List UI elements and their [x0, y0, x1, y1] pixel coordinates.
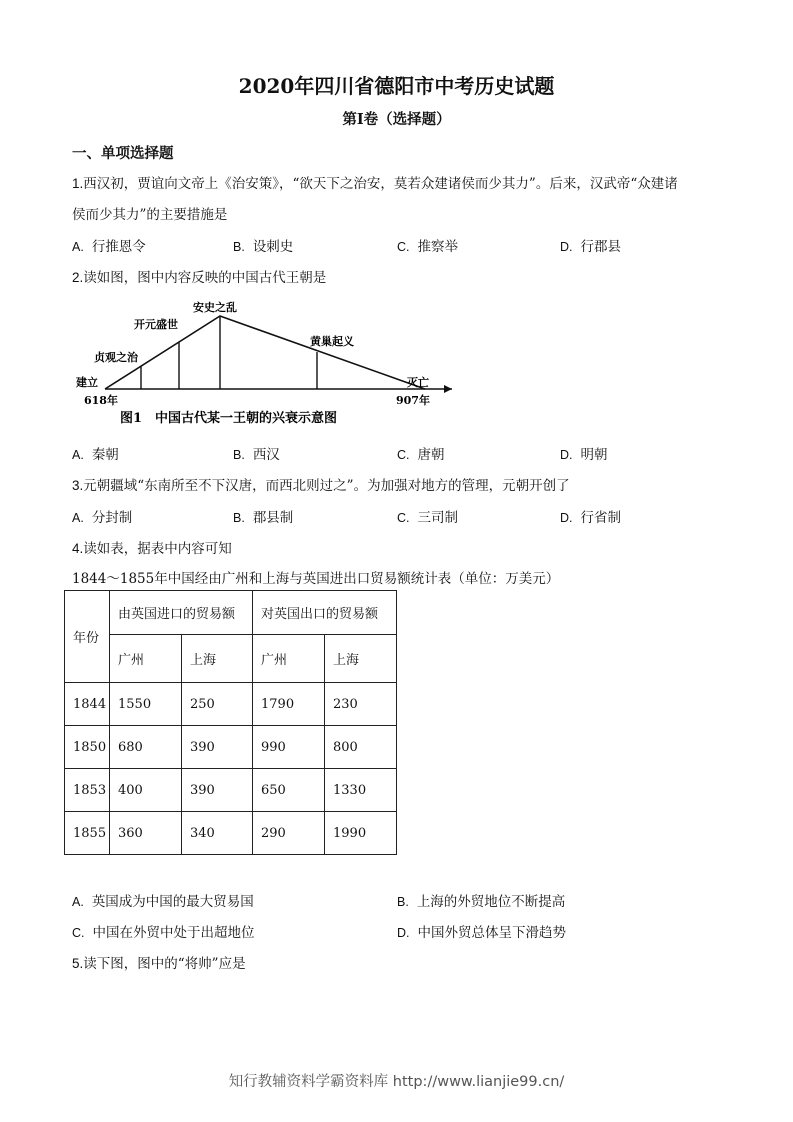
label-start-year: 618年 — [84, 394, 118, 407]
table-header-row — [65, 591, 397, 635]
question-text: 西汉初，贾谊向文帝上《治安策》，“欲天下之治安，莫若众建诸侯而少其力”。后来，汉武帝“众建诸 — [83, 176, 678, 192]
question-5: 5.读下图，图中的“将帅”应是 — [72, 956, 246, 972]
table-cell: 390 — [182, 769, 253, 812]
question-number: 1. — [72, 176, 84, 191]
subheader-cell: 广州 — [253, 635, 325, 683]
volume-subtitle: 第Ⅰ卷（选择题） — [342, 111, 451, 128]
year-header: 年份 — [65, 591, 110, 683]
q1-option-c[interactable]: C. 推察举 — [397, 239, 458, 255]
table-cell: 400 — [110, 769, 182, 812]
export-header: 对英国出口的贸易额 — [253, 591, 397, 635]
table-cell: 1790 — [253, 683, 325, 726]
figure-caption: 图1 中国古代某一王朝的兴衰示意图 — [120, 411, 338, 426]
table-cell: 1330 — [325, 769, 397, 812]
table-cell: 800 — [325, 726, 397, 769]
question-4: 4.读如表，据表中内容可知 — [72, 541, 232, 557]
label-zhenguan: 贞观之治 — [94, 351, 138, 364]
q4-option-d[interactable]: D. 中国外贸总体呈下滑趋势 — [397, 925, 566, 941]
table-title: 1844～1855年中国经由广州和上海与英国进出口贸易额统计表（单位：万美元） — [72, 571, 560, 587]
q2-option-b[interactable]: B. 西汉 — [233, 447, 280, 463]
question-1-line-1 — [72, 172, 678, 192]
q3-option-d[interactable]: D. 行省制 — [560, 510, 621, 526]
dynasty-rise-fall-figure — [70, 292, 470, 432]
page-title: 2020年四川省德阳市中考历史试题 — [238, 74, 555, 98]
table-cell: 1550 — [110, 683, 182, 726]
table-row — [65, 812, 397, 855]
table-cell: 340 — [182, 812, 253, 855]
table-subheader-row — [65, 635, 397, 683]
label-kaiyuan: 开元盛世 — [134, 318, 178, 331]
table-row — [65, 769, 397, 812]
import-header: 由英国进口的贸易额 — [110, 591, 253, 635]
q1-option-d[interactable]: D. 行郡县 — [560, 239, 621, 255]
table-cell: 1844 — [65, 683, 110, 726]
table-cell: 680 — [110, 726, 182, 769]
table-cell: 230 — [325, 683, 397, 726]
label-anshi: 安史之乱 — [193, 301, 237, 314]
q2-option-d[interactable]: D. 明朝 — [560, 447, 608, 463]
trade-table — [64, 590, 397, 855]
q1-option-a[interactable]: A. 行推恩令 — [72, 239, 146, 255]
subheader-cell: 广州 — [110, 635, 182, 683]
label-huangchao: 黄巢起义 — [310, 335, 354, 348]
subheader-cell: 上海 — [182, 635, 253, 683]
table-cell: 650 — [253, 769, 325, 812]
table-row — [65, 726, 397, 769]
table-cell: 390 — [182, 726, 253, 769]
subheader-cell: 上海 — [325, 635, 397, 683]
q4-option-a[interactable]: A. 英国成为中国的最大贸易国 — [72, 894, 254, 910]
q3-option-a[interactable]: A. 分封制 — [72, 510, 133, 526]
table-cell: 1855 — [65, 812, 110, 855]
label-end: 灭亡 — [407, 376, 429, 389]
question-1-line-2: 侯而少其力”的主要措施是 — [72, 207, 228, 223]
question-2: 2.读如图，图中内容反映的中国古代王朝是 — [72, 270, 327, 286]
table-cell: 360 — [110, 812, 182, 855]
table-cell: 1990 — [325, 812, 397, 855]
table-cell: 290 — [253, 812, 325, 855]
table-cell: 1853 — [65, 769, 110, 812]
q2-option-a[interactable]: A. 秦朝 — [72, 447, 119, 463]
table-cell: 250 — [182, 683, 253, 726]
footer-watermark: 知行教辅资料学霸资料库 http://www.lianjie99.cn/ — [228, 1074, 565, 1090]
q4-option-c[interactable]: C. 中国在外贸中处于出超地位 — [72, 925, 255, 941]
table-row — [65, 683, 397, 726]
table-cell: 990 — [253, 726, 325, 769]
q1-option-b[interactable]: B. 设刺史 — [233, 239, 294, 255]
q3-option-b[interactable]: B. 郡县制 — [233, 510, 294, 526]
q2-option-c[interactable]: C. 唐朝 — [397, 447, 445, 463]
label-end-year: 907年 — [396, 394, 430, 407]
q3-option-c[interactable]: C. 三司制 — [397, 510, 458, 526]
section-heading: 一、单项选择题 — [72, 145, 174, 162]
label-start: 建立 — [76, 376, 98, 389]
q4-option-b[interactable]: B. 上海的外贸地位不断提高 — [397, 894, 566, 910]
question-3: 3.元朝疆域“东南所至不下汉唐，而西北则过之”。为加强对地方的管理，元朝开创了 — [72, 478, 570, 494]
axis-arrow-icon — [444, 385, 452, 393]
table-cell: 1850 — [65, 726, 110, 769]
